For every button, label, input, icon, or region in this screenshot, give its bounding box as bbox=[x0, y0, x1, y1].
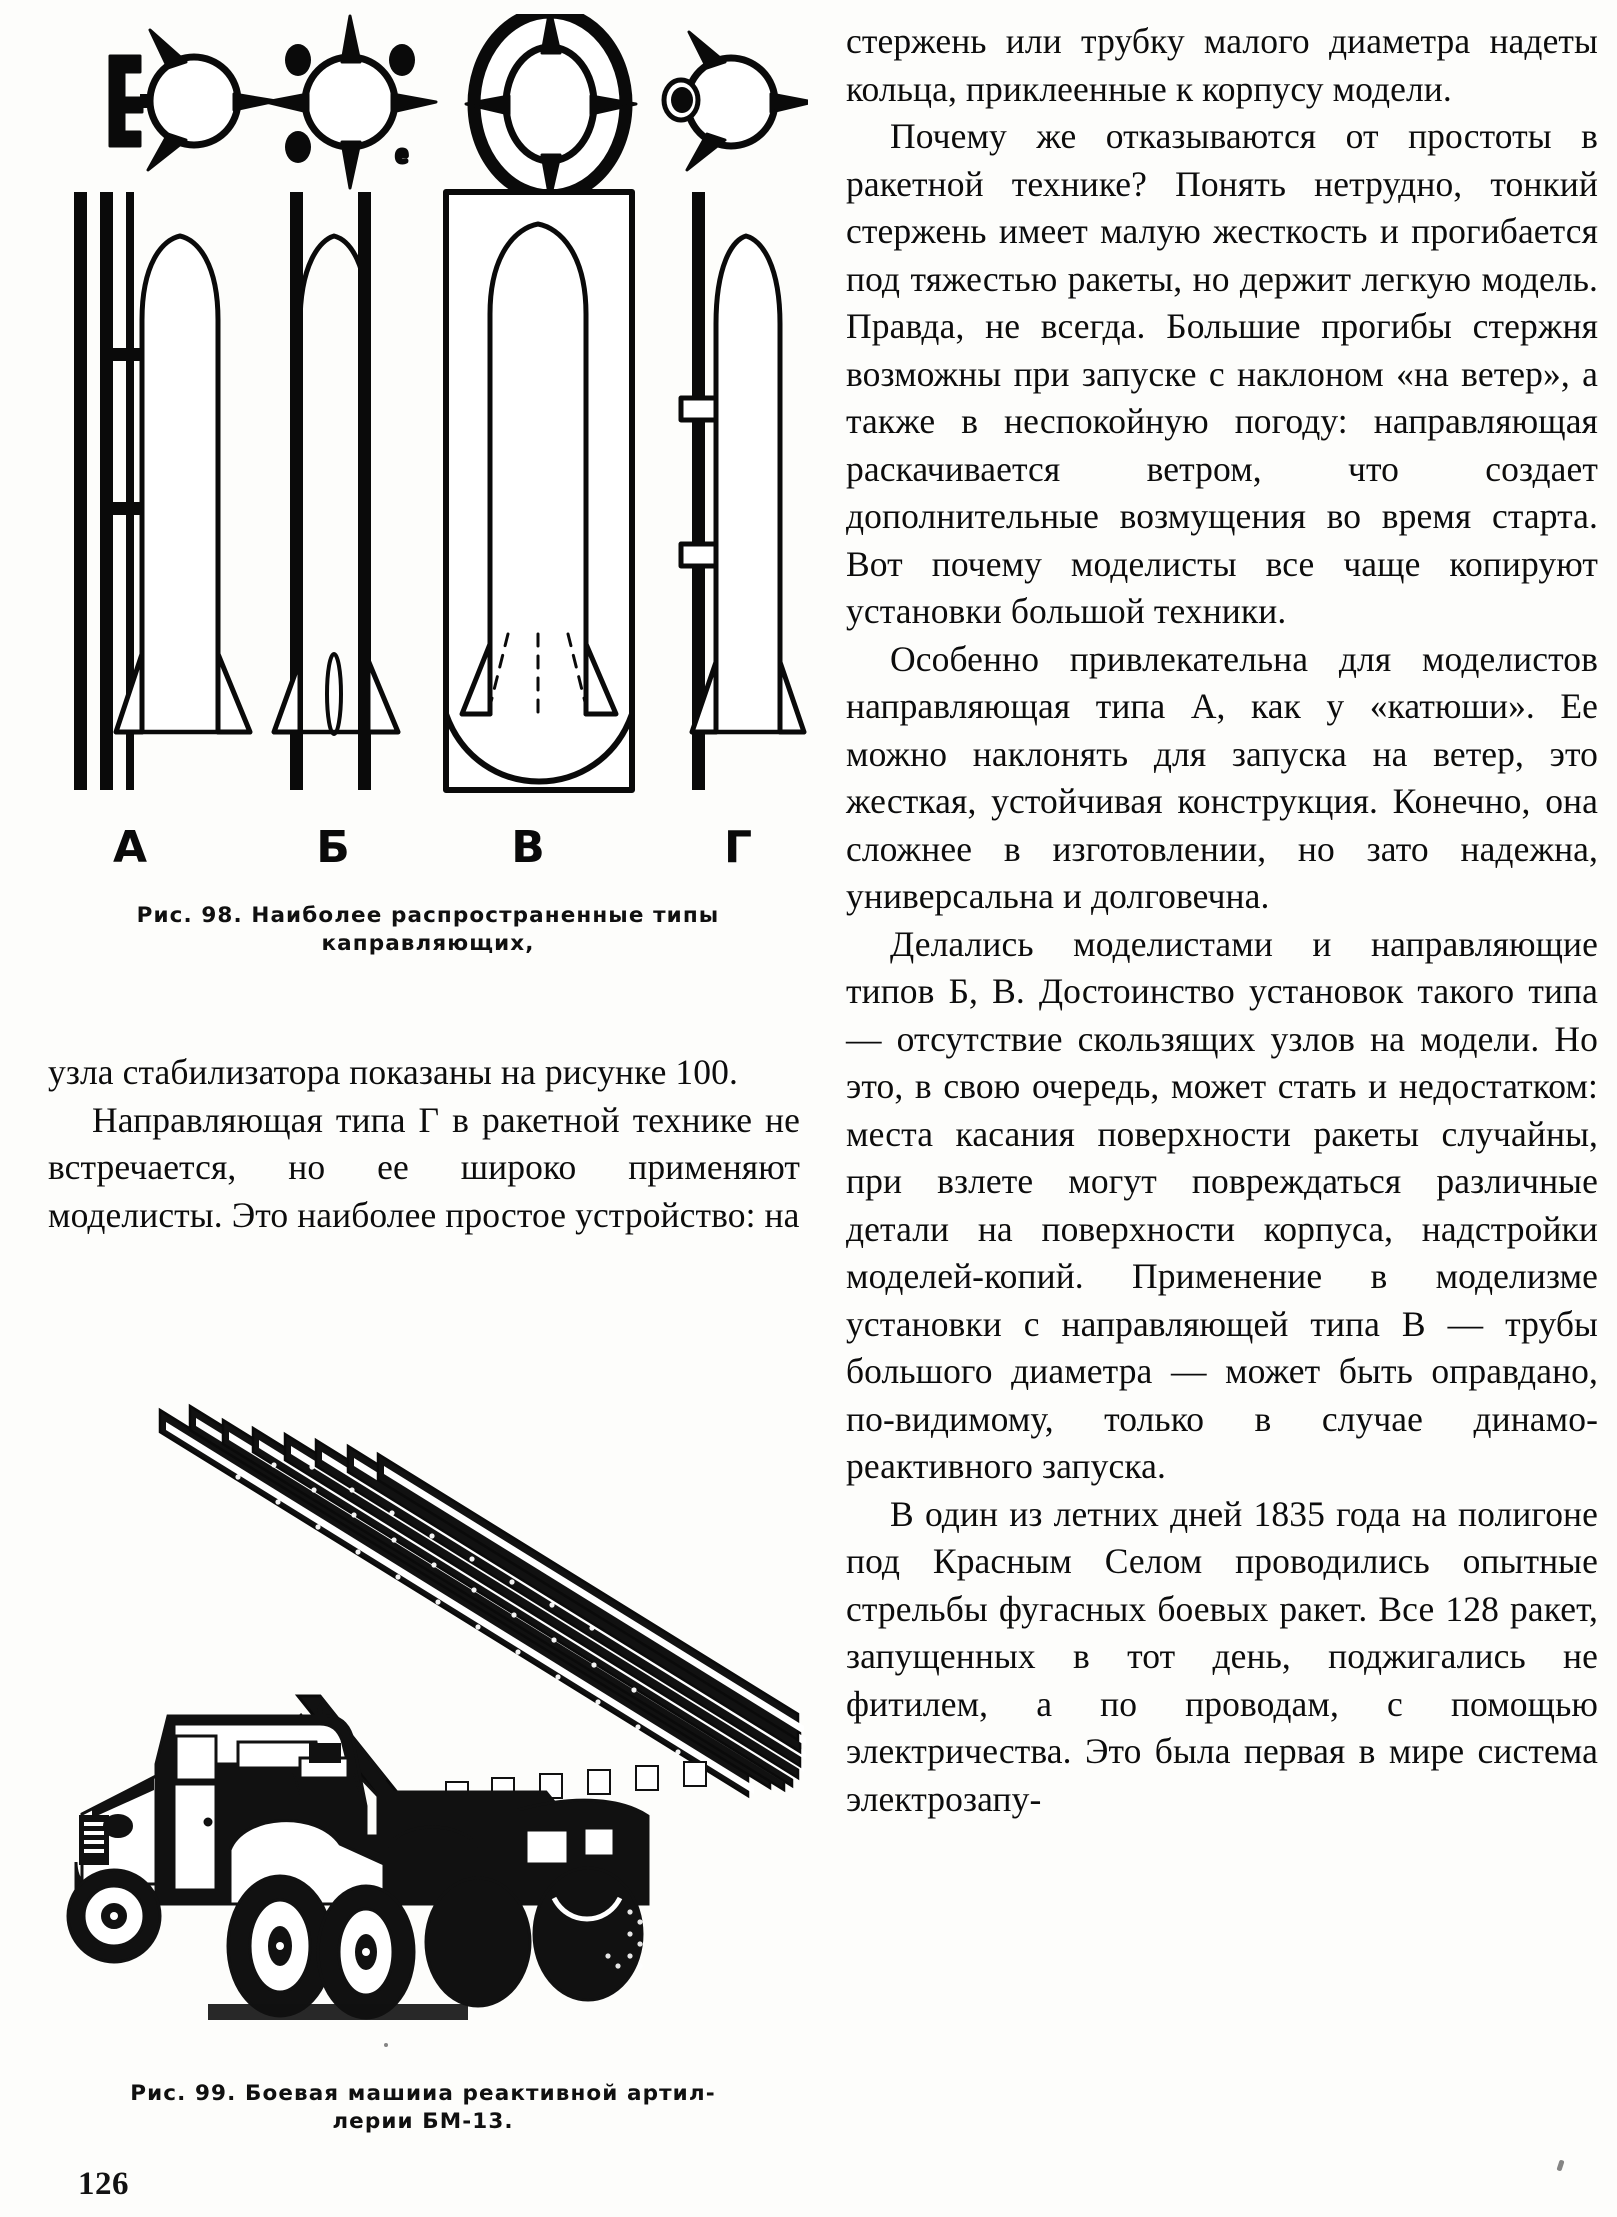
figure-99-drawing bbox=[48, 1344, 808, 2074]
paragraph-right-2: Почему же отказываются от простоты в ракетной технике? Понять нетрудно, тонкий стержень имеет малую жесткость и прогибается под тяжестью ракеты, но держит легкую модель. Правда, не всегда. Большие прогибы стержня возможны при запуске с наклоном «на ветер», а также в неспокойную погоду: направляющая раскачивается ветром, что создает дополнительные возмущения во время старта. Вот почему моделисты все чаще копируют установки большой техники. bbox=[846, 116, 1598, 631]
page-number: 126 bbox=[78, 2166, 129, 2202]
figure-99-caption bbox=[48, 2080, 798, 2136]
scan-speckle bbox=[384, 2043, 388, 2047]
cross-section-v bbox=[466, 14, 636, 199]
side-view-g bbox=[681, 192, 804, 790]
paragraph-right-3: Особенно привлекательна для моделистов направляющая типа А, как у «катюши». Ее можно наклонять для запуска на ветер, это жесткая, устойчивая конструкция. Конечно, она сложнее в изготовлении, но зато надежна, универсальна и долговечна. bbox=[846, 638, 1598, 916]
figure-99-caption-line1: Рис. 99. Боевая машииа реактивной артил- bbox=[130, 2081, 716, 2106]
truck-zis-chassis bbox=[68, 1716, 648, 2020]
katyusha-launcher bbox=[68, 1406, 806, 2020]
left-column-text bbox=[48, 1049, 800, 1239]
figure-98-caption-line1: Рис. 98. Наиболее распространенные типы bbox=[136, 903, 720, 928]
cross-section-b bbox=[266, 16, 436, 188]
right-column bbox=[846, 18, 1598, 1823]
cross-section-g bbox=[664, 32, 808, 170]
side-view-v bbox=[446, 192, 632, 790]
figure-98-caption-line2: каправляющих, bbox=[321, 931, 535, 956]
paragraph-right-5: В один из летних дней 1835 года на полигоне под Красным Селом проводились опытные стрельбы фугасных боевых ракет. Все 128 ракет, запущенных в тот день, поджигались не фитилем, а по проводам, с помощью электричества. Это была первая в мире система электрозапу- bbox=[846, 1493, 1598, 1819]
paragraph-right-4: Делались моделистами и направляющие типов Б, В. Достоинство установок такого типа — отсутствие скользящих узлов на модели. Но это, в свою очередь, может стать и недостатком: места касания поверхности ракеты случайны, при взлете могут повреждаться различные детали на поверхности корпуса, надстройки моделей-копий. Применение в моделизме установки с направляющей типа В — трубы большого диаметра — может быть оправдано, по-видимому, только в случае динамо-реактивного запуска. bbox=[846, 923, 1598, 1486]
side-view-a bbox=[74, 192, 250, 790]
figure-99-caption-line2: лерии БМ-13. bbox=[332, 2109, 514, 2134]
fig98-label-b: Б bbox=[316, 822, 350, 873]
paragraph-right-1: стержень или трубку малого диаметра надеты кольца, приклеенные к корпусу модели. bbox=[846, 21, 1598, 109]
paragraph-left-1: узла стабилизатора показаны на рисунке 100. bbox=[48, 1052, 738, 1092]
fig98-label-a: А bbox=[112, 822, 148, 873]
side-view-b bbox=[274, 192, 398, 790]
figure-98 bbox=[38, 14, 808, 894]
cross-section-a bbox=[110, 30, 276, 170]
rear-wheel-2 bbox=[318, 1886, 414, 2018]
figure-99 bbox=[48, 1344, 808, 2074]
rear-wheel-1 bbox=[228, 1876, 332, 2016]
front-wheel bbox=[68, 1870, 160, 1962]
figure-98-drawing bbox=[38, 14, 808, 894]
paragraph-left-2: Направляющая типа Г в ракетной технике не встречается, но ее широко применяют моделисты. Это наиболее простое устройство: на bbox=[48, 1099, 800, 1235]
scan-speckle bbox=[1556, 2159, 1564, 2171]
left-column bbox=[38, 14, 808, 2204]
fig98-label-g: Г bbox=[723, 822, 753, 873]
fig98-label-v: В bbox=[511, 822, 545, 873]
fig98-small-label: e bbox=[396, 139, 408, 168]
figure-98-caption bbox=[48, 902, 808, 958]
